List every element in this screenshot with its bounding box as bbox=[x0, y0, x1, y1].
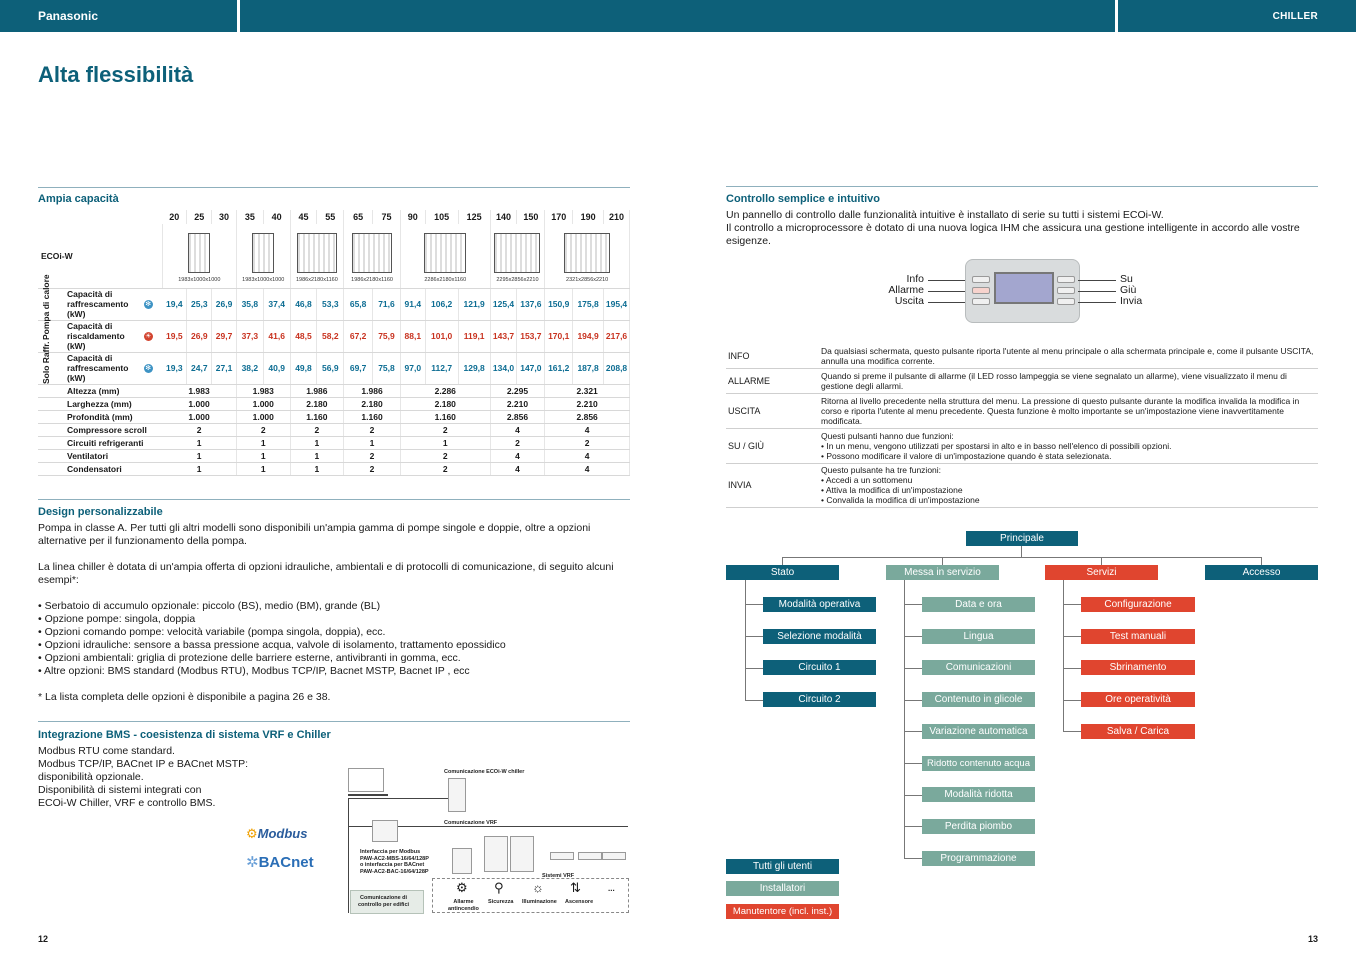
bms-text bbox=[38, 745, 258, 810]
scroll-row: Compressore scroll 2 2 2 2 2 4 4 bbox=[38, 423, 630, 436]
list-item: • Altre opzioni: BMS standard (Modbus RTU), Modbus TCP/IP, Bacnet MSTP, Bacnet IP , ecc bbox=[38, 665, 470, 677]
tree-line bbox=[1063, 731, 1081, 732]
model-number: 35 bbox=[236, 210, 263, 224]
list-item: • Opzione pompe: singola, doppia bbox=[38, 613, 196, 625]
menu-item-stato: Circuito 1 bbox=[763, 660, 876, 675]
unit-image bbox=[564, 233, 610, 273]
leader-line bbox=[928, 302, 968, 303]
legend-maintainer: Manutentore (incl. inst.) bbox=[726, 904, 839, 919]
indoor-unit-icon bbox=[550, 852, 574, 860]
model-number: 125 bbox=[458, 210, 490, 224]
unit-image bbox=[352, 233, 392, 273]
tree-line bbox=[745, 580, 746, 700]
model-number: 105 bbox=[425, 210, 458, 224]
control-paragraph-2: Il controllo a microprocessore è dotato di una nuova logica IHM che assicura una gestione intelligente in accordo alle vostre esigenze. bbox=[726, 222, 1300, 247]
modbus-logo: ⚙Modbus bbox=[246, 826, 308, 841]
unit-dimensions: 2286x2180x1160 bbox=[424, 276, 467, 283]
section-rule bbox=[38, 499, 630, 500]
tree-line bbox=[745, 636, 763, 637]
unit-image bbox=[297, 233, 337, 273]
down-button bbox=[1057, 287, 1075, 294]
heating-row: Capacità di riscaldamento (kW) ☀ 19,5 26,9 29,7 37,3 41,6 48,5 58,2 67,2 75,9 88,1 101,0 119,1 143,7 153,7 170,1 194,9 217,6 bbox=[38, 320, 630, 352]
menu-item-servizi: Ore operatività bbox=[1081, 692, 1195, 707]
exit-button bbox=[972, 298, 990, 305]
height-row: Altezza (mm) 1.983 1.983 1.986 1.986 2.286 2.295 2.321 bbox=[38, 384, 630, 397]
outdoor-unit-icon bbox=[484, 836, 508, 872]
chiller-unit-icon bbox=[448, 778, 466, 812]
menu-item-stato: Selezione modalità bbox=[763, 629, 876, 644]
up-button bbox=[1057, 276, 1075, 283]
fans-row: Ventilatori 1 1 1 2 2 4 4 bbox=[38, 449, 630, 462]
list-item: • Opzioni ambientali: griglia di protezione delle barriere esterne, antivibranti in gomma, ecc. bbox=[38, 652, 461, 664]
tree-line bbox=[1063, 700, 1081, 701]
panel-labels-left: Info Allarme Uscita bbox=[888, 273, 924, 307]
tree-line bbox=[1101, 557, 1102, 565]
control-heading: Controllo semplice e intuitivo bbox=[726, 193, 881, 205]
depth-row: Profondità (mm) 1.000 1.000 1.160 1.160 1.160 2.856 2.856 bbox=[38, 410, 630, 423]
model-number: 170 bbox=[545, 210, 573, 224]
menu-item-messa: Modalità ridotta bbox=[922, 787, 1035, 802]
model-number: 65 bbox=[344, 210, 373, 224]
control-paragraph-1: Un pannello di controllo dalle funzionalità intuitive è installato di serie su tutti i sistemi ECOi-W. bbox=[726, 209, 1164, 221]
panel-display bbox=[994, 272, 1054, 304]
model-number: 90 bbox=[400, 210, 425, 224]
building-comm-label: Comunicazione di controllo per edifici bbox=[358, 895, 410, 908]
model-number: 40 bbox=[263, 210, 290, 224]
model-number: 55 bbox=[317, 210, 344, 224]
unit-image-row bbox=[38, 224, 630, 288]
leader-line bbox=[1078, 302, 1116, 303]
table-row: ALLARME Quando si preme il pulsante di allarme (il LED rosso lampeggia se viene segnalato un allarme), viene visualizzato il menu di gestione degli allarmi. bbox=[726, 368, 1318, 393]
security-icon: ⚲ bbox=[494, 880, 504, 895]
snowflake-icon: ✻ bbox=[145, 365, 152, 373]
section-rule bbox=[38, 187, 630, 188]
menu-item-stato: Circuito 2 bbox=[763, 692, 876, 707]
tree-line bbox=[904, 731, 922, 732]
interface-label: Interfaccia per Modbus PAW-AC2-MBS-16/64/128P o interfaccia per BACnet PAW-AC2-BAC-16/64/128P bbox=[360, 849, 429, 875]
page-title: Alta flessibilità bbox=[38, 62, 194, 87]
unit-dimensions: 2295x2856x2210 bbox=[496, 276, 539, 283]
lighting-label: Illuminazione bbox=[522, 899, 557, 905]
capacity-heading: Ampia capacità bbox=[38, 193, 119, 205]
unit-image bbox=[188, 233, 210, 273]
table-row: SU / GIÙ Questi pulsanti hanno due funzioni: • In un menu, vengono utilizzati per spostarsi in alto e in basso nell'elenco di possibili opzioni. • Possono modificare il valore di un'impostazione quando è stata selezionata. bbox=[726, 428, 1318, 463]
snowflake-icon: ✻ bbox=[145, 301, 152, 309]
unit-image bbox=[494, 233, 540, 273]
model-number: 45 bbox=[290, 210, 317, 224]
menu-item-servizi: Test manuali bbox=[1081, 629, 1195, 644]
unit-dimensions: 1986x2180x1160 bbox=[351, 276, 393, 283]
design-paragraph-2: La linea chiller è dotata di un'ampia offerta di opzioni idrauliche, ambientali e di protocolli di comunicazione, di seguito alcuni esempi*: bbox=[38, 561, 614, 586]
model-number: 30 bbox=[212, 210, 237, 224]
leader-line bbox=[1078, 291, 1116, 292]
header-divider bbox=[1115, 0, 1118, 32]
text-line: Disponibilità di sistemi integrati con bbox=[38, 784, 202, 796]
width-row: Larghezza (mm) 1.000 1.000 2.180 2.180 2.180 2.210 2.210 bbox=[38, 397, 630, 410]
leader-line bbox=[1078, 280, 1116, 281]
indoor-unit-icon bbox=[602, 852, 626, 860]
leader-line bbox=[928, 291, 968, 292]
menu-item-servizi: Configurazione bbox=[1081, 597, 1195, 612]
control-panel-image bbox=[965, 259, 1080, 323]
heat-pump-group-label: Pompa di calore bbox=[41, 274, 51, 340]
model-number: 210 bbox=[604, 210, 630, 224]
table-row: INVIA Questo pulsante ha tre funzioni: • Accedi a un sottomenu • Attiva la modifica di un'impostazione • Convalida la modifica di un'impostazione bbox=[726, 463, 1318, 507]
computer-base bbox=[348, 794, 388, 796]
unit-dimensions: 1983x1000x1000 bbox=[242, 276, 285, 283]
section-rule bbox=[38, 721, 630, 722]
menu-item-messa: Variazione automatica bbox=[922, 724, 1035, 739]
more-label: ... bbox=[608, 884, 615, 893]
page-number-right: 13 bbox=[1307, 934, 1318, 944]
cooling-only-row: Capacità di raffrescamento (kW) ✻ 19,3 24,7 27,1 38,2 40,9 49,8 56,9 69,7 75,8 97,0 112,7 129,8 134,0 147,0 161,2 187,8 208,8 bbox=[38, 352, 630, 384]
text-line: Modbus RTU come standard. bbox=[38, 745, 175, 757]
vrf-systems-label: Sistemi VRF bbox=[542, 873, 575, 879]
enter-button bbox=[1057, 298, 1075, 305]
page-number-left: 12 bbox=[38, 934, 49, 944]
legend-installers: Installatori bbox=[726, 881, 839, 896]
tree-line bbox=[904, 826, 922, 827]
menu-item-stato: Modalità operativa bbox=[763, 597, 876, 612]
interface-device-icon bbox=[372, 820, 398, 842]
condensers-row: Condensatori 1 1 1 2 2 4 4 bbox=[38, 462, 630, 475]
table-row: INFO Da qualsiasi schermata, questo pulsante riporta l'utente al menu principale o alla schermata principale e, come il pulsante USCITA, annulla una modifica corrente. bbox=[726, 345, 1318, 368]
bms-diagram bbox=[240, 760, 630, 920]
brand-logo: Panasonic bbox=[38, 9, 99, 23]
table-row: USCITA Ritorna al livello precedente nella struttura del menu. La pressione di questo pulsante durante la modifica invalida la modifica in corso e riporta l'utente al menu precedente. Questa funzione è molto importante se un'impostazione viene inavvertitamente modificata. bbox=[726, 393, 1318, 428]
tree-line bbox=[782, 557, 1262, 558]
tree-line bbox=[745, 668, 763, 669]
vrf-comm-label: Comunicazione VRF bbox=[444, 820, 498, 826]
text-line: disponibilità opzionale. bbox=[38, 771, 144, 783]
menu-item-messa: Contenuto in glicole bbox=[922, 692, 1035, 707]
button-functions-table bbox=[726, 345, 1318, 508]
menu-item-messa: Ridotto contenuto acqua bbox=[922, 756, 1035, 771]
menu-servizi: Servizi bbox=[1045, 565, 1158, 580]
model-series-label: ECOi-W bbox=[38, 224, 162, 288]
list-item: • Serbatoio di accumulo opzionale: piccolo (BS), medio (BM), grande (BL) bbox=[38, 600, 381, 612]
tree-line bbox=[904, 700, 922, 701]
menu-item-messa: Lingua bbox=[922, 629, 1035, 644]
design-paragraph-1: Pompa in classe A. Per tutti gli altri modelli sono disponibili un'ampia gamma di pompe singole e doppie, oltre a opzioni alternative per il funzionamento della pompa. bbox=[38, 522, 591, 547]
header-divider bbox=[237, 0, 240, 32]
security-label: Sicurezza bbox=[488, 899, 514, 905]
menu-item-servizi: Salva / Carica bbox=[1081, 724, 1195, 739]
indoor-unit-icon bbox=[578, 852, 602, 860]
alarm-label: Allarme antincendio bbox=[448, 899, 479, 912]
unit-dimensions: 1986x2180x1160 bbox=[295, 276, 338, 283]
alarm-button bbox=[972, 287, 990, 294]
text-line: Modbus TCP/IP, BACnet IP e BACnet MSTP: bbox=[38, 758, 249, 770]
menu-item-messa: Data e ora bbox=[922, 597, 1035, 612]
model-header-row bbox=[38, 210, 630, 224]
legend-all-users: Tutti gli utenti bbox=[726, 859, 839, 874]
menu-item-servizi: Sbrinamento bbox=[1081, 660, 1195, 675]
lighting-icon: ☼ bbox=[532, 880, 544, 895]
tree-line bbox=[942, 557, 943, 565]
tree-line bbox=[1063, 668, 1081, 669]
tree-line bbox=[904, 763, 922, 764]
ecoi-comm-label: Comunicazione ECOi-W chiller bbox=[444, 769, 525, 775]
leader-line bbox=[928, 280, 968, 281]
unit-dimensions: 2321x2856x2210 bbox=[566, 276, 609, 283]
model-number: 20 bbox=[162, 210, 187, 224]
text-line: ECOi-W Chiller, VRF e controllo BMS. bbox=[38, 797, 216, 809]
bus-line bbox=[348, 798, 349, 913]
model-number: 190 bbox=[573, 210, 604, 224]
menu-stato: Stato bbox=[726, 565, 839, 580]
panel-labels-right: Su Giù Invia bbox=[1120, 273, 1143, 307]
bus-line bbox=[348, 798, 448, 799]
model-number: 25 bbox=[187, 210, 212, 224]
cooling-row: Capacità di raffrescamento (kW) ✻ 19,4 25,3 26,9 35,8 37,4 46,8 53,3 65,8 71,6 91,4 106,2 121,9 125,4 137,6 150,9 175,8 195,4 bbox=[38, 288, 630, 320]
model-number: 150 bbox=[517, 210, 545, 224]
tree-line bbox=[904, 795, 922, 796]
circuits-row: Circuiti refrigeranti 1 1 1 1 1 2 2 bbox=[38, 436, 630, 449]
computer-icon bbox=[348, 768, 384, 792]
list-item: • Opzioni idrauliche: sensore a bassa pressione acqua, valvole di isolamento, trattamento epossidico bbox=[38, 639, 506, 651]
bacnet-logo: ✲BACnet bbox=[246, 854, 314, 871]
design-heading: Design personalizzabile bbox=[38, 506, 163, 518]
info-button bbox=[972, 276, 990, 283]
tree-line bbox=[904, 858, 922, 859]
tree-line bbox=[1063, 604, 1081, 605]
tree-line bbox=[904, 604, 922, 605]
tree-line bbox=[782, 557, 783, 565]
model-number: 75 bbox=[373, 210, 401, 224]
elevator-label: Ascensore bbox=[565, 899, 594, 905]
section-label: CHILLER bbox=[1272, 11, 1318, 22]
list-item: • Opzioni comando pompe: velocità variabile (pompa singola, doppia), ecc. bbox=[38, 626, 386, 638]
tree-line bbox=[904, 668, 922, 669]
menu-root: Principale bbox=[966, 531, 1078, 546]
tree-line bbox=[904, 580, 905, 858]
tree-line bbox=[904, 636, 922, 637]
bms-heading: Integrazione BMS - coesistenza di sistema VRF e Chiller bbox=[38, 729, 331, 741]
sun-icon: ☀ bbox=[145, 333, 152, 341]
unit-image bbox=[424, 233, 466, 273]
top-bar bbox=[0, 0, 1356, 32]
menu-item-messa: Perdita piombo bbox=[922, 819, 1035, 834]
outdoor-unit-icon bbox=[510, 836, 534, 872]
design-options-list bbox=[38, 600, 630, 678]
elevator-icon: ⇅ bbox=[570, 880, 581, 895]
fire-alarm-icon: ⚙ bbox=[456, 880, 468, 895]
indoor-unit-icon bbox=[452, 848, 472, 874]
menu-item-messa: Comunicazioni bbox=[922, 660, 1035, 675]
design-note: * La lista completa delle opzioni è disponibile a pagina 26 e 38. bbox=[38, 691, 331, 703]
tree-line bbox=[1261, 557, 1262, 565]
menu-accesso: Accesso bbox=[1205, 565, 1318, 580]
tree-line bbox=[745, 604, 763, 605]
unit-image bbox=[252, 233, 274, 273]
section-rule bbox=[726, 186, 1318, 187]
tree-line bbox=[745, 700, 763, 701]
menu-messa-in-servizio: Messa in servizio bbox=[886, 565, 999, 580]
unit-dimensions: 1983x1000x1000 bbox=[178, 276, 221, 283]
capacity-table bbox=[38, 210, 630, 476]
menu-item-messa: Programmazione bbox=[922, 851, 1035, 866]
tree-line bbox=[1063, 636, 1081, 637]
cooling-only-group-label: Solo Raffr. bbox=[41, 341, 51, 384]
tree-line bbox=[1063, 580, 1064, 731]
model-number: 140 bbox=[490, 210, 517, 224]
